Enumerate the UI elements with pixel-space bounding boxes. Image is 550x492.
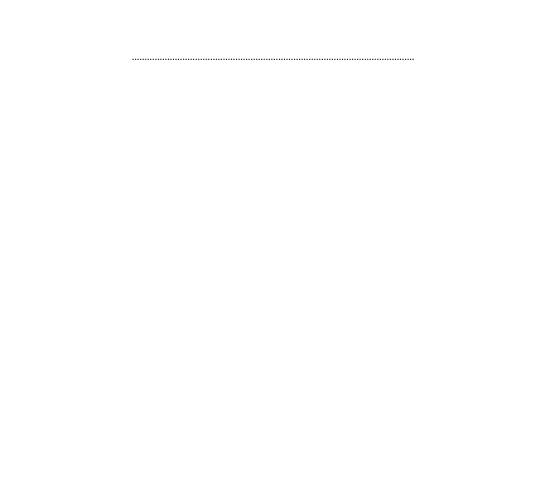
- table-of-contents: [131, 37, 415, 64]
- closing-heading-row: [131, 52, 415, 64]
- toc-closing-section: [131, 52, 415, 64]
- dot-leader: [132, 52, 414, 64]
